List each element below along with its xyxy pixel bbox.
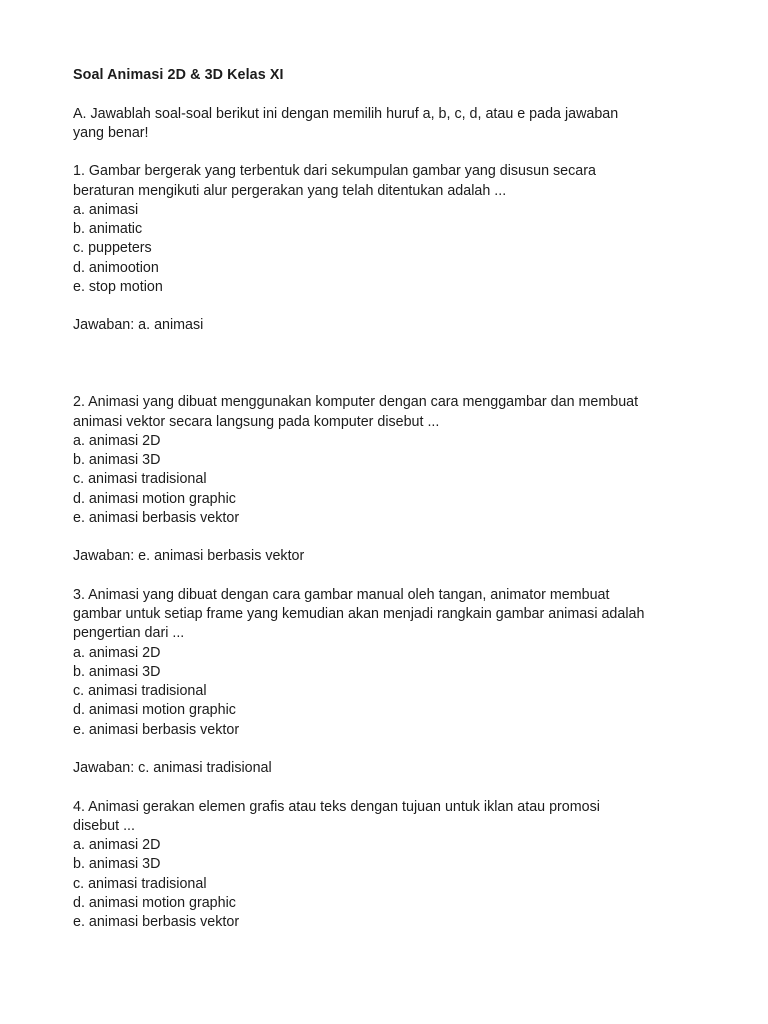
- option-list: [73, 644, 713, 740]
- option-a: a. animasi 2D: [73, 432, 161, 449]
- question-text-line: 1. Gambar bergerak yang terbentuk dari sekumpulan gambar yang disusun secara: [73, 163, 596, 180]
- option-d: d. animasi motion graphic: [73, 894, 236, 911]
- question-text-line: disebut ...: [73, 817, 135, 834]
- answer-3: Jawaban: c. animasi tradisional: [73, 760, 272, 776]
- spacer: [73, 528, 713, 547]
- instruction: [73, 105, 713, 144]
- question-3: [73, 586, 713, 740]
- option-b: b. animasi 3D: [73, 663, 161, 680]
- option-e: e. stop motion: [73, 278, 163, 295]
- question-text-line: animasi vektor secara langsung pada komputer disebut ...: [73, 413, 440, 430]
- option-e: e. animasi berbasis vektor: [73, 914, 240, 930]
- question-2: [73, 393, 713, 528]
- question-text-line: 4. Animasi gerakan elemen grafis atau teks dengan tujuan untuk iklan atau promosi: [73, 798, 600, 815]
- option-list: [73, 836, 713, 932]
- question-text-line: gambar untuk setiap frame yang kemudian akan menjadi rangkain gambar animasi adalah: [73, 606, 645, 622]
- option-a: a. animasi 2D: [73, 837, 161, 853]
- option-e: e. animasi berbasis vektor: [73, 721, 240, 738]
- option-a: a. animasi: [73, 201, 139, 218]
- answer-2: Jawaban: e. animasi berbasis vektor: [73, 548, 305, 565]
- option-c: c. animasi tradisional: [73, 683, 207, 699]
- option-d: d. animootion: [73, 259, 159, 276]
- document-title: Soal Animasi 2D & 3D Kelas XI: [73, 67, 284, 83]
- option-e: e. animasi berbasis vektor: [73, 509, 240, 526]
- question-text-line: beraturan mengikuti alur pergerakan yang telah ditentukan adalah ...: [73, 182, 507, 199]
- option-d: d. animasi motion graphic: [73, 702, 236, 719]
- option-c: c. animasi tradisional: [73, 875, 207, 892]
- option-c: c. puppeters: [73, 240, 152, 257]
- option-b: b. animatic: [73, 221, 143, 237]
- option-b: b. animasi 3D: [73, 856, 161, 873]
- instruction-line: A. Jawablah soal-soal berikut ini dengan memilih huruf a, b, c, d, atau e pada jawaban: [73, 105, 619, 122]
- option-a: a. animasi 2D: [73, 644, 161, 661]
- option-c: c. animasi tradisional: [73, 471, 207, 488]
- spacer: [73, 336, 713, 394]
- option-list: [73, 201, 713, 297]
- document-page: [73, 66, 713, 932]
- spacer: [73, 740, 713, 759]
- spacer: [73, 85, 713, 104]
- answer-1: Jawaban: a. animasi: [73, 317, 204, 334]
- question-text-line: pengertian dari ...: [73, 625, 185, 642]
- spacer: [73, 297, 713, 316]
- question-text-line: 3. Animasi yang dibuat dengan cara gambar manual oleh tangan, animator membuat: [73, 586, 610, 603]
- question-1: [73, 162, 713, 297]
- instruction-line: yang benar!: [73, 124, 149, 141]
- spacer: [73, 567, 713, 586]
- spacer: [73, 778, 713, 797]
- spacer: [73, 143, 713, 162]
- question-text-line: 2. Animasi yang dibuat menggunakan komputer dengan cara menggambar dan membuat: [73, 394, 639, 411]
- question-4: [73, 798, 713, 933]
- option-list: [73, 432, 713, 528]
- option-b: b. animasi 3D: [73, 452, 161, 468]
- option-d: d. animasi motion graphic: [73, 490, 236, 507]
